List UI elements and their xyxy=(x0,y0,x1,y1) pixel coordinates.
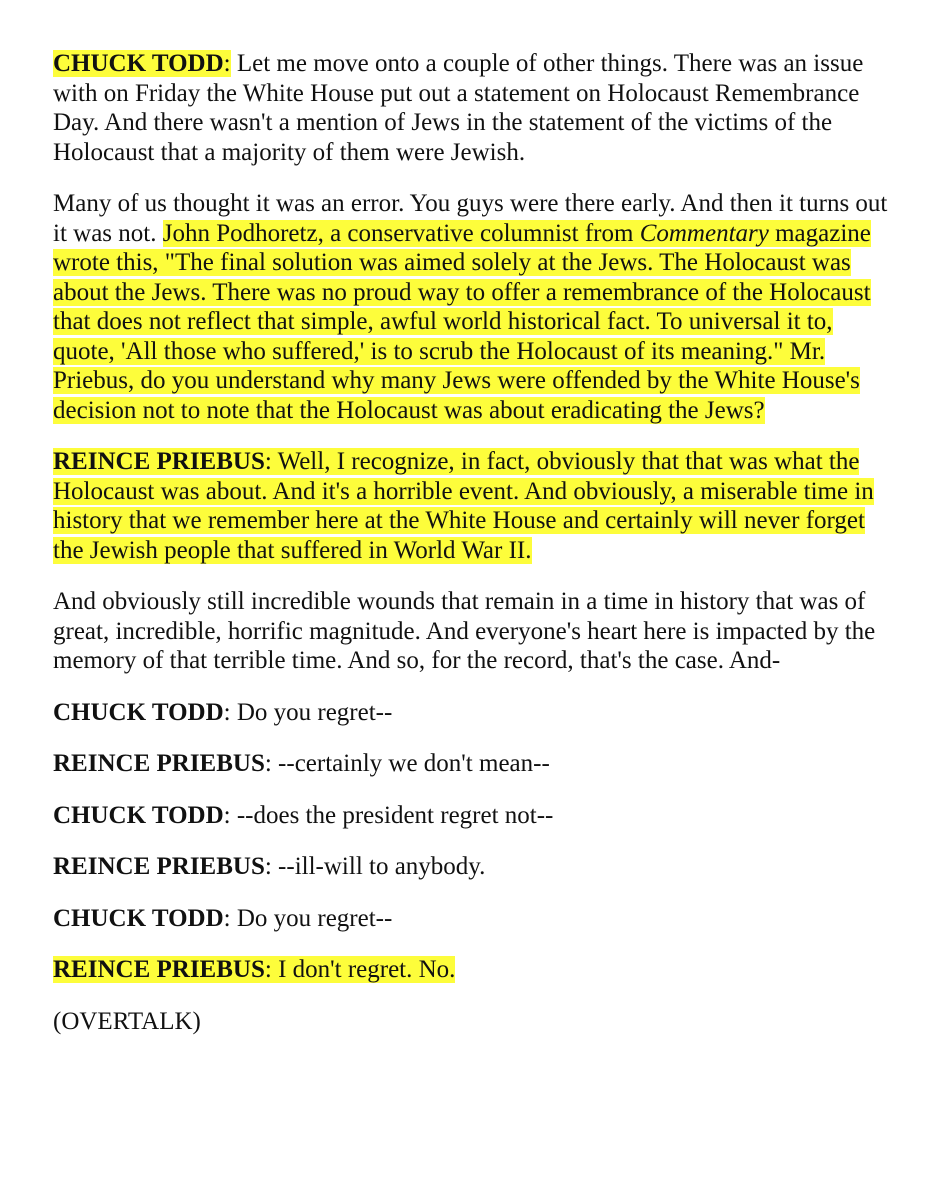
paragraph-priebus-continued xyxy=(53,587,897,676)
speaker-chuck-todd: CHUCK TODD xyxy=(53,698,224,726)
paragraph-todd-question xyxy=(53,189,897,425)
paragraph-text: : --certainly we don't mean-- xyxy=(264,750,550,777)
highlighted-answer: Well, I recognize, in fact, obviously that that was what the Holocaust was about. And it's a horrible event. And obviously, a miserable time in history that we remember here at the White House and certainly will never forget the Jewish people that suffered in World War II. xyxy=(53,448,874,564)
paragraph-todd-intro xyxy=(53,49,897,167)
paragraph-todd-president-regret xyxy=(53,801,897,831)
highlighted-answer: I don't regret. No. xyxy=(271,956,456,983)
paragraph-text: Many of us thought it was an error. You guys were there early. And then it turns out it was not. xyxy=(53,190,888,247)
speaker-reince-priebus: REINCE PRIEBUS xyxy=(53,448,265,475)
speaker-chuck-todd: CHUCK TODD xyxy=(53,904,224,932)
speaker-reince-priebus: REINCE PRIEBUS xyxy=(53,956,265,983)
speaker-colon: : xyxy=(264,448,272,475)
paragraph-text: : --does the president regret not-- xyxy=(223,801,554,829)
paragraph-priebus-dont-mean xyxy=(53,749,897,779)
paragraph-text: Let me move onto a couple of other things. There was an issue with on Friday the White House put out a statement on Holocaust Remembrance Day. And there wasn't a mention of Jews in the statement of the victims of the Holocaust that a majority of them were Jewish. xyxy=(53,50,864,166)
speaker-reince-priebus: REINCE PRIEBUS xyxy=(53,853,265,880)
paragraph-text: : --ill-will to anybody. xyxy=(264,853,486,880)
paragraph-todd-regret-1 xyxy=(53,698,897,728)
paragraph-priebus-ill-will xyxy=(53,852,897,882)
paragraph-overtalk xyxy=(53,1007,897,1037)
speaker-chuck-todd: CHUCK TODD xyxy=(53,50,224,77)
paragraph-priebus-no-regret xyxy=(53,955,897,985)
paragraph-text: And obviously still incredible wounds that remain in a time in history that was of great, incredible, horrific magnitude. And everyone's heart here is impacted by the memory of that terrible time. And so, for the record, that's the case. And- xyxy=(53,588,876,674)
speaker-colon: : xyxy=(223,50,231,77)
publication-name: Commentary xyxy=(639,219,769,247)
overtalk-note: (OVERTALK) xyxy=(53,1007,201,1035)
paragraph-todd-regret-2 xyxy=(53,904,897,934)
paragraph-text: : Do you regret-- xyxy=(223,904,393,932)
highlighted-quote-body: magazine wrote this, "The final solution was aimed solely at the Jews. The Holocaust was about the Jews. There was no proud way to offer a remembrance of the Holocaust that does not reflect that simple, awful world historical fact. To universal it to, quote, 'All those who suffered,' is to scrub the Holocaust of its meaning." Mr. Priebus, do you understand why many Jews were offended by the White House's decision not to note that the Holocaust was about eradicating the Jews? xyxy=(53,219,871,424)
highlighted-quote-start: John Podhoretz, a conservative columnist from xyxy=(162,219,640,247)
speaker-colon: : xyxy=(264,956,272,983)
speaker-chuck-todd: CHUCK TODD xyxy=(53,801,224,829)
paragraph-text: : Do you regret-- xyxy=(223,698,393,726)
paragraph-priebus-answer xyxy=(53,447,897,565)
speaker-reince-priebus: REINCE PRIEBUS xyxy=(53,750,265,777)
